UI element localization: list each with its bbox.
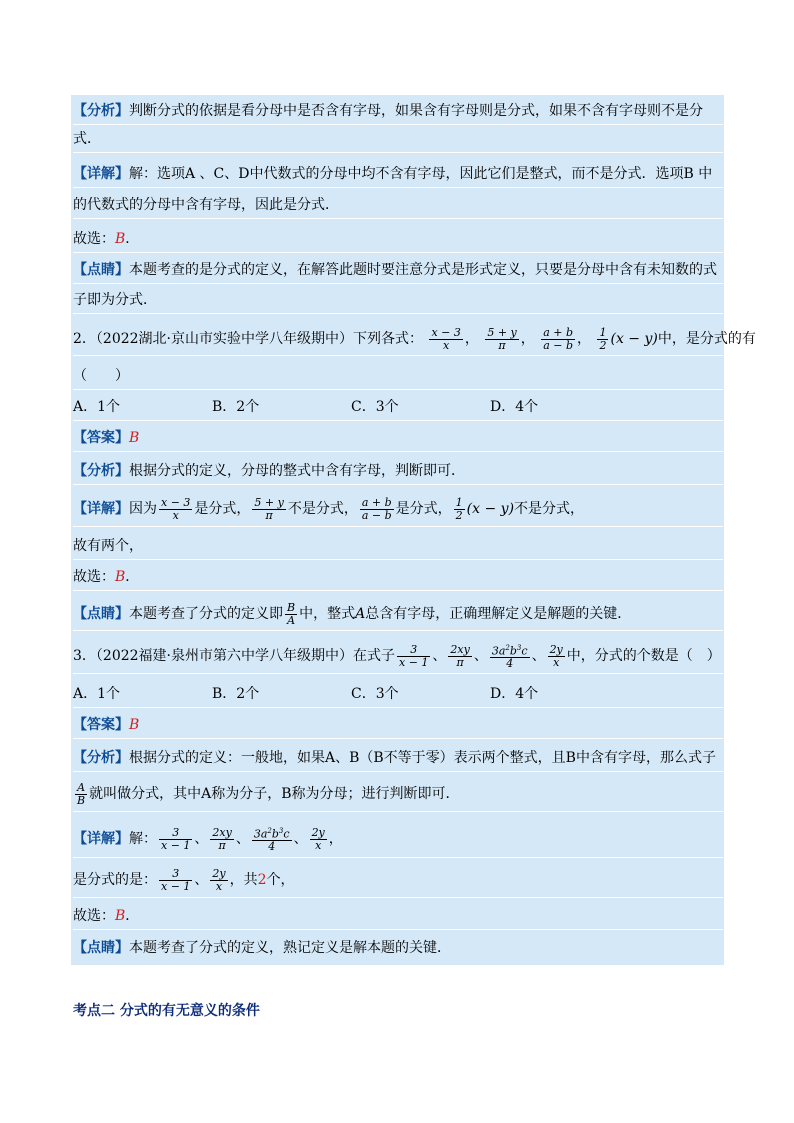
answer-tag: 【答案】 — [73, 717, 129, 733]
q3-stem-line: 3．（2022福建·泉州市第六中学八年级期中）在式子 $\frac{3}{x - 1}$ 、 $\frac{2xy}{\pi}$ 、 $\frac{3a^2b^3c}{4}$ 、 $\frac{2y}{x}$ 中，分式的个数是（ ） — [73, 638, 723, 674]
detail-tag: 【详解】 — [73, 501, 129, 517]
q3-detail-frac-3: $\frac{3a^2b^3c}{4}$ — [253, 826, 290, 854]
q2-detail-prefix: 因为 — [129, 501, 157, 517]
analysis-tag: 【分析】 — [73, 750, 129, 766]
q3-frac-2: $\frac{2xy}{\pi}$ — [450, 642, 470, 669]
q3-stem-suffix: 中，分式的个数是（ ） — [566, 648, 721, 664]
q3-analysis-text-1: 根据分式的定义：一般地，如果A、B（B不等于零）表示两个整式，且B中含有字母，那么式子 — [129, 750, 716, 766]
q3-are-frac-line: 是分式的是： $\frac{3}{x - 1}$ 、 $\frac{2y}{x}$ ，共2个， — [73, 862, 723, 898]
q2-paren: （ ） — [73, 368, 129, 384]
q2-conclusion-line — [73, 532, 723, 560]
q1-period: ． — [125, 231, 140, 247]
detail-tag: 【详解】 — [73, 166, 129, 182]
q2-detail-frac-4: $\frac{1}{2}$ — [455, 495, 463, 522]
q2-stem-suffix: 中，是分式的有 — [657, 331, 756, 347]
q2-analysis-text: 根据分式的定义，分母的整式中含有字母，判断即可． — [129, 463, 465, 479]
q2-choose-label: 故选： — [73, 569, 115, 585]
q1-detail-text-2: 的代数式的分母中含有字母，因此是分式． — [73, 197, 339, 213]
q1-choice: B — [115, 231, 126, 247]
comment-tag: 【点睛】 — [73, 606, 129, 622]
comment-tag: 【点睛】 — [73, 262, 129, 278]
q3-option-b[interactable]: B．2个 — [212, 686, 260, 702]
q2-comment-frac: $\frac{B}{A}$ — [287, 600, 296, 627]
q1-choose-label: 故选： — [73, 231, 115, 247]
q3-choice: B — [115, 908, 126, 924]
q2-stem-line: 2．（2022湖北·京山市实验中学八年级期中）下列各式： $\frac{x - 3}{x}$ ， $\frac{5 + y}{\pi}$ ， $\frac{a + b}{a - b}$ ， $\frac{1}{2}$ (x − y)中，是分式的有 — [73, 322, 723, 356]
section-heading: 考点二 分式的有无意义的条件 — [73, 1003, 260, 1019]
q2-answer: B — [129, 430, 140, 446]
q2-option-a[interactable]: A．1个 — [73, 399, 121, 415]
q1-analysis-text-2: 式． — [73, 131, 101, 147]
q3-comment-line — [73, 934, 723, 962]
q3-period: ． — [125, 908, 140, 924]
q3-frac-3: $\frac{3a^2b^3c}{4}$ — [491, 643, 528, 671]
q1-analysis-line-1 — [73, 97, 723, 125]
q2-period: ． — [125, 569, 140, 585]
q2-comment-suffix: 总含有字母，正确理解定义是解题的关键． — [365, 606, 632, 622]
q3-choose-label: 故选： — [73, 908, 115, 924]
q2-comment-mid: 中，整式 — [299, 606, 356, 622]
q3-option-a[interactable]: A．1个 — [73, 686, 121, 702]
q2-is-frac-2: 是分式， — [395, 501, 452, 517]
q2-frac-1: $\frac{x - 3}{x}$ — [431, 325, 461, 352]
q2-not-frac-1: 不是分式， — [287, 501, 358, 517]
q3-are-frac-2: $\frac{2y}{x}$ — [212, 866, 226, 893]
q3-option-d[interactable]: D．4个 — [490, 686, 539, 702]
q1-detail-line-2 — [73, 191, 723, 219]
q3-answer: B — [129, 717, 140, 733]
q2-option-c[interactable]: C．3个 — [351, 399, 399, 415]
q2-is-frac-1: 是分式， — [194, 501, 251, 517]
q2-analysis-line — [73, 457, 723, 485]
q2-detail-frac-1: $\frac{x - 3}{x}$ — [161, 495, 191, 522]
q3-analysis-frac: $\frac{A}{B}$ — [77, 780, 86, 807]
q2-frac-3: $\frac{a + b}{a - b}$ — [543, 325, 574, 352]
q2-comment-line — [73, 597, 723, 631]
q2-frac-4: $\frac{1}{2}$ — [599, 325, 607, 352]
q2-frac-2: $\frac{5 + y}{\pi}$ — [487, 325, 517, 352]
q1-detail-line-1 — [73, 160, 723, 188]
q2-detail-frac-3: $\frac{a + b}{a - b}$ — [361, 495, 392, 522]
q3-analysis-line-2 — [73, 776, 723, 812]
analysis-tag: 【分析】 — [73, 103, 129, 119]
q2-option-b[interactable]: B．2个 — [212, 399, 260, 415]
q3-detail-line: 【详解】解： $\frac{3}{x - 1}$ 、 $\frac{2xy}{\pi}$ 、 $\frac{3a^2b^3c}{4}$ 、 $\frac{2y}{x}$ ， — [73, 820, 723, 858]
q1-comment-line-2 — [73, 286, 723, 314]
q2-paren-line — [73, 362, 723, 390]
q3-analysis-line-1 — [73, 744, 723, 772]
q2-comment-prefix: 本题考查了分式的定义即 — [129, 606, 283, 622]
q3-frac-1: $\frac{3}{x - 1}$ — [399, 642, 429, 669]
q1-choose-line — [73, 225, 723, 253]
q3-are-frac-1: $\frac{3}{x - 1}$ — [161, 866, 191, 893]
q2-answer-line — [73, 424, 723, 452]
q3-option-c[interactable]: C．3个 — [351, 686, 399, 702]
q3-stem-prefix: 3．（2022福建·泉州市第六中学八年级期中）在式子 — [73, 648, 395, 664]
q3-detail-prefix: 解： — [129, 831, 157, 847]
q3-detail-frac-4: $\frac{2y}{x}$ — [311, 825, 325, 852]
detail-tag: 【详解】 — [73, 831, 129, 847]
q2-comment-var: A — [355, 606, 366, 622]
q3-answer-line — [73, 711, 723, 739]
q3-are-frac-suffix: ，共 — [229, 872, 258, 888]
q2-stem-prefix: 2．（2022湖北·京山市实验中学八年级期中）下列各式： — [73, 331, 423, 347]
q2-not-frac-2: 不是分式， — [514, 501, 585, 517]
answer-tag: 【答案】 — [73, 430, 129, 446]
analysis-tag: 【分析】 — [73, 463, 129, 479]
q3-choose-line — [73, 902, 723, 930]
q1-comment-text-1: 本题考查的是分式的定义，在解答此题时要注意分式是形式定义，只要是分母中含有未知数的式 — [129, 262, 717, 278]
q3-analysis-text-2: 就叫做分式，其中A称为分子，B称为分母；进行判断即可． — [89, 786, 460, 802]
q2-choose-line — [73, 563, 723, 591]
q2-option-d[interactable]: D．4个 — [490, 399, 539, 415]
q3-detail-frac-1: $\frac{3}{x - 1}$ — [161, 825, 191, 852]
q3-frac-4: $\frac{2y}{x}$ — [549, 642, 563, 669]
comment-tag: 【点睛】 — [73, 940, 129, 956]
q3-are-frac-prefix: 是分式的是： — [73, 872, 157, 888]
q2-detail-line: 【详解】因为 $\frac{x - 3}{x}$ 是分式， $\frac{5 + y}{\pi}$ 不是分式， $\frac{a + b}{a - b}$ 是分式， $\frac{1}{2}$ (x − y)不是分式， — [73, 491, 723, 527]
q2-detail-frac-2: $\frac{5 + y}{\pi}$ — [254, 495, 284, 522]
q1-detail-text-1: 解：选项A 、C、D中代数式的分母中均不含有字母，因此它们是整式，而不是分式．选项B 中 — [129, 166, 713, 182]
q3-comment-text: 本题考查了分式的定义，熟记定义是解本题的关键． — [129, 940, 451, 956]
q1-analysis-text-1: 判断分式的依据是看分母中是否含有字母，如果含有字母则是分式，如果不含有字母则不是分 — [129, 103, 703, 119]
q2-conclusion: 故有两个， — [73, 538, 143, 554]
q3-detail-frac-2: $\frac{2xy}{\pi}$ — [212, 825, 232, 852]
q1-comment-text-2: 子即为分式． — [73, 292, 157, 308]
q1-comment-line-1 — [73, 256, 723, 284]
q3-options-line — [73, 680, 723, 708]
q3-count: 2 — [257, 872, 267, 888]
q2-choice: B — [115, 569, 126, 585]
q3-unit: 个， — [266, 872, 295, 888]
q2-options-line — [73, 393, 723, 421]
q1-analysis-line-2 — [73, 125, 723, 153]
